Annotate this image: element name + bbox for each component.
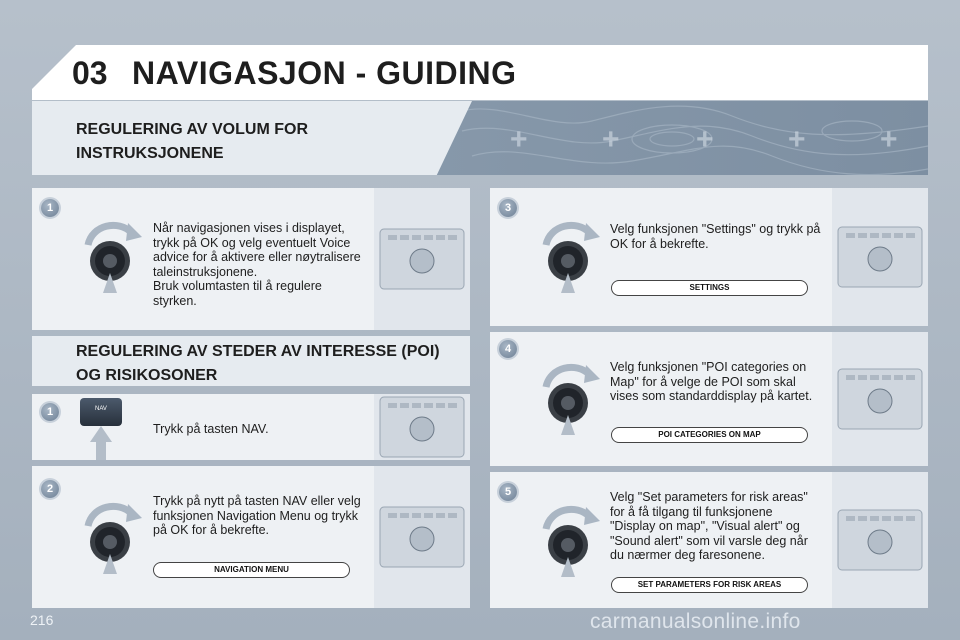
radio-panel-drawing bbox=[374, 466, 470, 608]
step-number-badge: 5 bbox=[499, 483, 517, 501]
rotary-knob-icon bbox=[528, 499, 608, 579]
page-title: NAVIGASJON - GUIDING bbox=[132, 55, 517, 91]
text-line: Velg "Set parameters for risk areas" bbox=[610, 490, 808, 504]
step-text bbox=[610, 222, 820, 251]
section-title-line: OG RISIKOSONER bbox=[76, 367, 218, 384]
radio-panel-drawing bbox=[374, 394, 470, 460]
step-text bbox=[610, 490, 808, 563]
plus-icon: + bbox=[788, 123, 806, 156]
section-title-line: REGULERING AV VOLUM FOR bbox=[76, 121, 308, 138]
text-line: Map" for å velge de POI som skal bbox=[610, 374, 796, 389]
radio-panel-image bbox=[374, 466, 470, 608]
rotary-knob-icon bbox=[70, 215, 150, 295]
step-number-badge: 1 bbox=[41, 403, 59, 421]
radio-panel-image bbox=[374, 188, 470, 330]
text-line: trykk på OK og velg eventuelt Voice bbox=[153, 235, 351, 250]
plus-icon: + bbox=[696, 123, 714, 156]
step-number-badge: 4 bbox=[499, 340, 517, 358]
radio-panel-drawing bbox=[832, 332, 928, 466]
radio-panel-drawing bbox=[374, 188, 470, 330]
section-volume-title bbox=[76, 118, 308, 166]
rotary-knob-icon bbox=[70, 496, 150, 576]
step-number-badge: 3 bbox=[499, 199, 517, 217]
step-text bbox=[610, 360, 812, 404]
text-line: "Display on map", "Visual alert" og bbox=[610, 519, 800, 533]
plus-icon: + bbox=[510, 123, 528, 156]
text-line: for å få tilgang til funksjonene bbox=[610, 504, 773, 519]
section-title-line: REGULERING AV STEDER AV INTERESSE (POI) bbox=[76, 343, 440, 360]
text-line: Trykk på tasten NAV. bbox=[153, 422, 269, 436]
chapter-number: 03 bbox=[72, 55, 108, 91]
rotary-knob-icon bbox=[528, 215, 608, 295]
text-line: Trykk på nytt på tasten NAV eller velg bbox=[153, 494, 361, 508]
section-title-line: INSTRUKSJONENE bbox=[76, 145, 224, 162]
menu-label-pill: POI CATEGORIES ON MAP bbox=[611, 427, 808, 443]
text-line: vises som standarddisplay på kartet. bbox=[610, 389, 813, 403]
step-number-badge: 1 bbox=[41, 199, 59, 217]
radio-panel-drawing bbox=[832, 472, 928, 608]
rotary-knob-icon bbox=[528, 357, 608, 437]
arrow-up-icon bbox=[90, 426, 112, 460]
text-line: Når navigasjonen vises i displayet, bbox=[153, 221, 345, 235]
radio-panel-image bbox=[832, 188, 928, 326]
text-line: funksjonen Navigation Menu og trykk bbox=[153, 508, 358, 523]
text-line: Velg funksjonen "POI categories on bbox=[610, 360, 807, 374]
radio-panel-image bbox=[832, 332, 928, 466]
radio-panel-drawing bbox=[832, 188, 928, 326]
page-number: 216 bbox=[30, 612, 54, 628]
menu-label-pill: SET PARAMETERS FOR RISK AREAS bbox=[611, 577, 808, 593]
text-line: styrken. bbox=[153, 293, 197, 308]
step-text bbox=[153, 422, 269, 437]
text-line: Bruk volumtasten til å regulere bbox=[153, 279, 322, 293]
text-line: taleinstruksjonene. bbox=[153, 264, 258, 279]
menu-label-pill: NAVIGATION MENU bbox=[153, 562, 350, 578]
text-line: OK for å bekrefte. bbox=[610, 236, 709, 251]
section-poi-title bbox=[76, 340, 440, 388]
step-text bbox=[153, 494, 361, 538]
step-number-badge: 2 bbox=[41, 480, 59, 498]
watermark: carmanualsonline.info bbox=[590, 610, 801, 633]
radio-panel-image bbox=[374, 394, 470, 460]
plus-icon: + bbox=[880, 123, 898, 156]
text-line: på OK for å bekrefte. bbox=[153, 523, 270, 537]
text-line: du nærmer deg faresonene. bbox=[610, 548, 765, 562]
menu-label-pill: SETTINGS bbox=[611, 280, 808, 296]
text-line: advice for å aktivere eller nøytralisere bbox=[153, 250, 361, 264]
text-line: "Sound alert" som vil varsle deg når bbox=[610, 533, 808, 548]
step-text bbox=[153, 221, 361, 308]
text-line: Velg funksjonen "Settings" og trykk på bbox=[610, 222, 821, 236]
radio-panel-image bbox=[832, 472, 928, 608]
nav-key-label: NAV bbox=[95, 406, 107, 412]
plus-icon: + bbox=[602, 123, 620, 156]
nav-key bbox=[80, 398, 122, 426]
